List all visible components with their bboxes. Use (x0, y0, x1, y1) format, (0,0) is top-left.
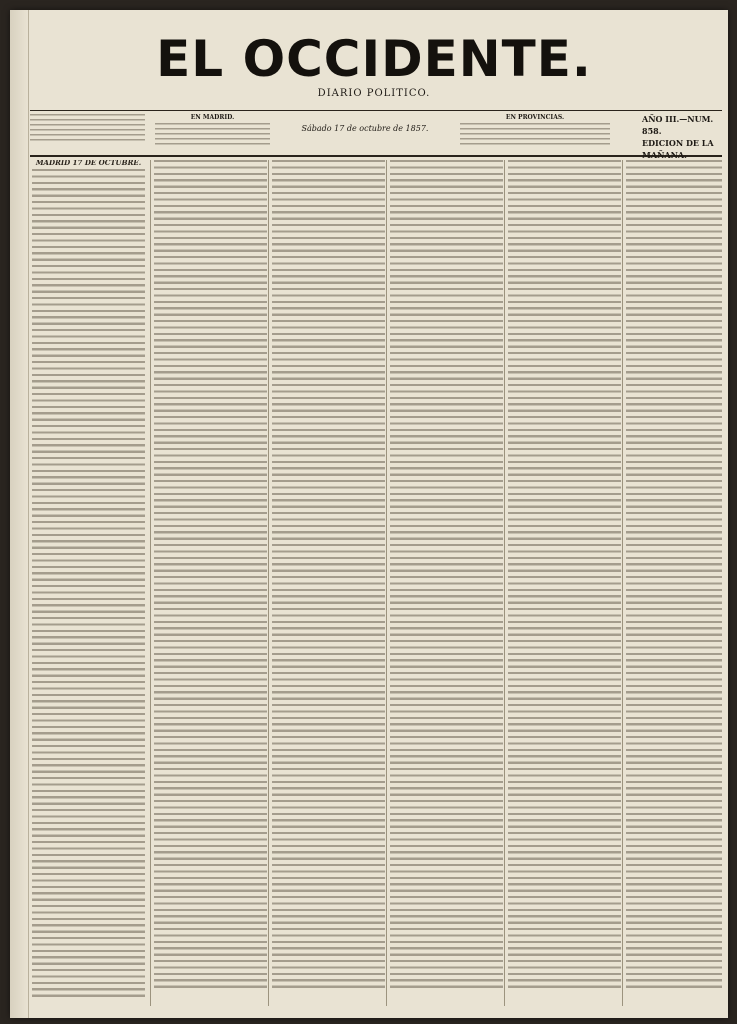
column-2-text-lines (154, 160, 267, 990)
column-1 (32, 160, 145, 1006)
issue-block (642, 113, 722, 161)
column-5 (504, 160, 621, 1006)
provinces-prices-lines (460, 123, 610, 147)
adjacent-page-edge (10, 10, 29, 1018)
provinces-label: EN PROVINCIAS. (505, 114, 565, 121)
column-4 (386, 160, 503, 1006)
newspaper-title: EL OCCIDENTE. (156, 30, 592, 88)
issue-number: AÑO III.—NUM. 858. (642, 114, 714, 136)
column-3-text-lines (272, 160, 385, 990)
subscription-notice-block (30, 114, 145, 144)
header-bar (30, 110, 722, 160)
column-1-text-lines (32, 169, 145, 999)
column-4-text-lines (390, 160, 503, 990)
publication-date: Sábado 17 de octubre de 1857. (301, 124, 429, 133)
madrid-prices-block (155, 114, 270, 147)
column-3 (268, 160, 385, 1006)
column-5-text-lines (508, 160, 621, 990)
madrid-label: EN MADRID. (190, 114, 235, 121)
provinces-prices-block (460, 114, 610, 147)
edition-label: EDICION DE LA MAÑANA. (642, 138, 714, 160)
newspaper-subtitle: DIARIO POLITICO. (317, 88, 431, 99)
subscription-notice-lines (30, 114, 145, 144)
article-columns (32, 160, 722, 1006)
column-6 (622, 160, 722, 1006)
column-2 (150, 160, 267, 1006)
column-6-text-lines (626, 160, 722, 990)
dateline: MADRID 17 DE OCTUBRE. (35, 160, 142, 167)
madrid-prices-lines (155, 123, 270, 147)
newspaper-page (10, 10, 728, 1018)
masthead (30, 32, 718, 99)
